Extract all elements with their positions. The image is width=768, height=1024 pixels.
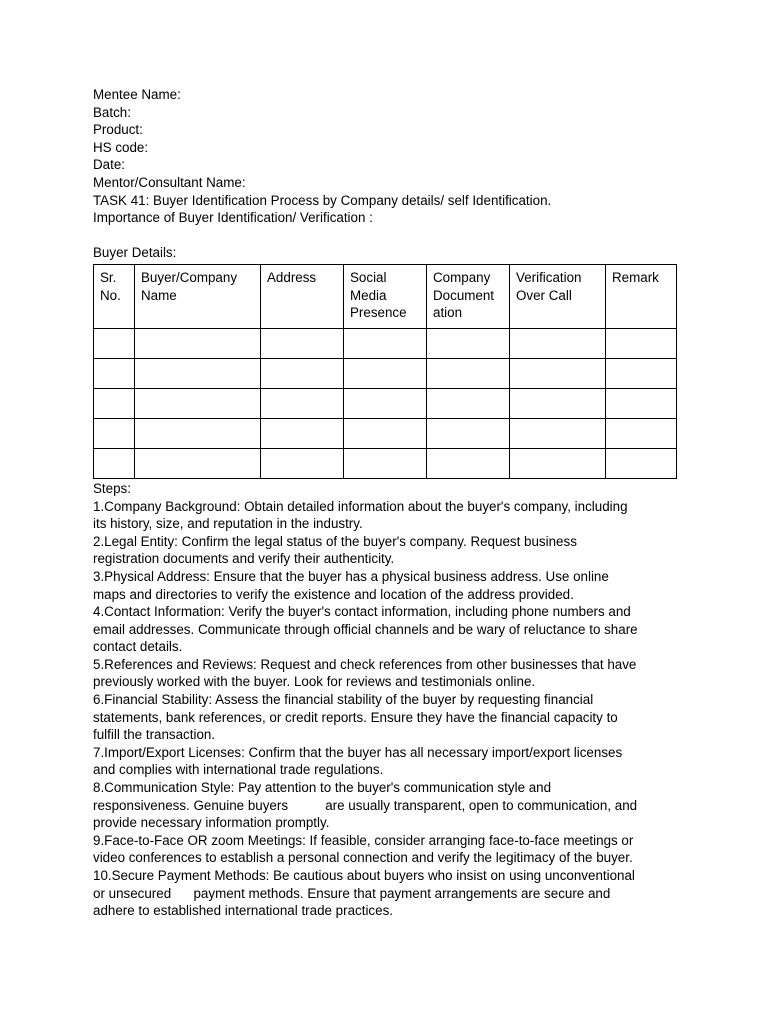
table-cell[interactable]: [94, 358, 135, 388]
step-item: [93, 832, 683, 867]
step-line: 8.Communication Style: Pay attention to the buyer's communication style and: [93, 780, 552, 796]
table-cell[interactable]: [510, 418, 606, 448]
date-field: Date:: [93, 157, 126, 173]
col-company-documentation: Company Document ation: [427, 264, 510, 328]
table-cell[interactable]: [344, 328, 427, 358]
table-cell[interactable]: [261, 358, 344, 388]
col-remark: Remark: [606, 264, 677, 328]
step-line: 9.Face-to-Face OR zoom Meetings: If feasible, consider arranging face-to-face meetings or: [93, 832, 634, 848]
table-cell[interactable]: [427, 328, 510, 358]
table-cell[interactable]: [606, 448, 677, 478]
table-cell[interactable]: [94, 328, 135, 358]
step-line: fulfill the transaction.: [93, 727, 216, 743]
table-cell[interactable]: [344, 358, 427, 388]
table-cell[interactable]: [135, 358, 261, 388]
table-cell[interactable]: [344, 418, 427, 448]
buyer-details-label: Buyer Details:: [93, 245, 177, 261]
table-cell[interactable]: [135, 388, 261, 418]
table-cell[interactable]: [510, 388, 606, 418]
step-line: 2.Legal Entity: Confirm the legal status of the buyer's company. Request business: [93, 533, 577, 549]
step-line: registration documents and verify their authenticity.: [93, 551, 395, 567]
col-sr-no: Sr. No.: [94, 264, 135, 328]
table-cell[interactable]: [135, 448, 261, 478]
step-line: or unsecured payment methods. Ensure that payment arrangements are secure and: [93, 885, 611, 901]
buyer-details-table: [93, 264, 677, 479]
step-line: statements, bank references, or credit reports. Ensure they have the financial capacity to: [93, 709, 618, 725]
step-item: [93, 691, 683, 744]
table-cell[interactable]: [261, 418, 344, 448]
step-item: [93, 656, 683, 691]
step-item: [93, 533, 683, 568]
hs-code-field: HS code:: [93, 139, 149, 155]
table-cell[interactable]: [135, 328, 261, 358]
step-line: responsiveness. Genuine buyers are usually transparent, open to communication, and: [93, 797, 638, 813]
table-cell[interactable]: [135, 418, 261, 448]
product-field: Product:: [93, 122, 143, 138]
step-line: adhere to established international trade practices.: [93, 903, 393, 919]
step-line: previously worked with the buyer. Look for reviews and testimonials online.: [93, 674, 536, 690]
table-cell[interactable]: [344, 448, 427, 478]
table-cell[interactable]: [427, 448, 510, 478]
blank-line: [93, 227, 683, 245]
step-line: 4.Contact Information: Verify the buyer's contact information, including phone numbers and: [93, 604, 631, 620]
step-line: maps and directories to verify the existence and location of the address provided.: [93, 586, 574, 602]
table-cell[interactable]: [261, 388, 344, 418]
table-cell[interactable]: [606, 328, 677, 358]
step-item: [93, 603, 683, 656]
col-buyer-company-name: Buyer/Company Name: [135, 264, 261, 328]
step-line: its history, size, and reputation in the industry.: [93, 516, 363, 532]
step-item: [93, 779, 683, 832]
table-cell[interactable]: [94, 418, 135, 448]
step-line: provide necessary information promptly.: [93, 815, 330, 831]
table-cell[interactable]: [510, 328, 606, 358]
table-header-row: [94, 264, 677, 328]
table-cell[interactable]: [94, 388, 135, 418]
header-fields: [93, 86, 683, 227]
step-line: 7.Import/Export Licenses: Confirm that the buyer has all necessary import/export licenses: [93, 744, 623, 760]
steps-list: [93, 498, 683, 920]
table-cell[interactable]: [427, 358, 510, 388]
step-line: and complies with international trade regulations.: [93, 762, 384, 778]
step-line: 10.Secure Payment Methods: Be cautious about buyers who insist on using unconventional: [93, 868, 635, 883]
table-cell[interactable]: [427, 418, 510, 448]
step-line: 3.Physical Address: Ensure that the buyer has a physical business address. Use online: [93, 568, 609, 584]
step-item: [93, 867, 683, 920]
table-cell[interactable]: [510, 448, 606, 478]
step-line: 1.Company Background: Obtain detailed information about the buyer's company, including: [93, 498, 628, 514]
steps-section: [93, 480, 683, 920]
step-item: [93, 744, 683, 779]
mentee-name-field: Mentee Name:: [93, 87, 181, 102]
table-row: [94, 418, 677, 448]
document-page: [93, 86, 683, 920]
importance-heading: Importance of Buyer Identification/ Verification :: [93, 210, 373, 226]
table-row: [94, 328, 677, 358]
step-line: 5.References and Reviews: Request and check references from other businesses that have: [93, 656, 637, 672]
step-item: [93, 498, 683, 533]
step-line: contact details.: [93, 639, 183, 655]
mentor-name-field: Mentor/Consultant Name:: [93, 174, 246, 190]
table-cell[interactable]: [344, 388, 427, 418]
step-line: email addresses. Communicate through official channels and be wary of reluctance to share: [93, 621, 638, 637]
step-line: 6.Financial Stability: Assess the financial stability of the buyer by requesting financial: [93, 692, 594, 708]
table-row: [94, 358, 677, 388]
step-item: [93, 568, 683, 603]
table-cell[interactable]: [261, 448, 344, 478]
table-cell[interactable]: [94, 448, 135, 478]
col-address: Address: [261, 264, 344, 328]
table-row: [94, 388, 677, 418]
table-row: [94, 448, 677, 478]
step-line: video conferences to establish a personal connection and verify the legitimacy of the buyer.: [93, 850, 633, 866]
table-cell[interactable]: [606, 418, 677, 448]
batch-field: Batch:: [93, 104, 131, 120]
steps-label: Steps:: [93, 480, 131, 496]
col-verification-over-call: Verification Over Call: [510, 264, 606, 328]
table-cell[interactable]: [427, 388, 510, 418]
table-cell[interactable]: [510, 358, 606, 388]
task-title: TASK 41: Buyer Identification Process by Company details/ self Identification.: [93, 192, 552, 208]
col-social-media-presence: Social Media Presence: [344, 264, 427, 328]
table-cell[interactable]: [606, 388, 677, 418]
table-cell[interactable]: [606, 358, 677, 388]
table-cell[interactable]: [261, 328, 344, 358]
